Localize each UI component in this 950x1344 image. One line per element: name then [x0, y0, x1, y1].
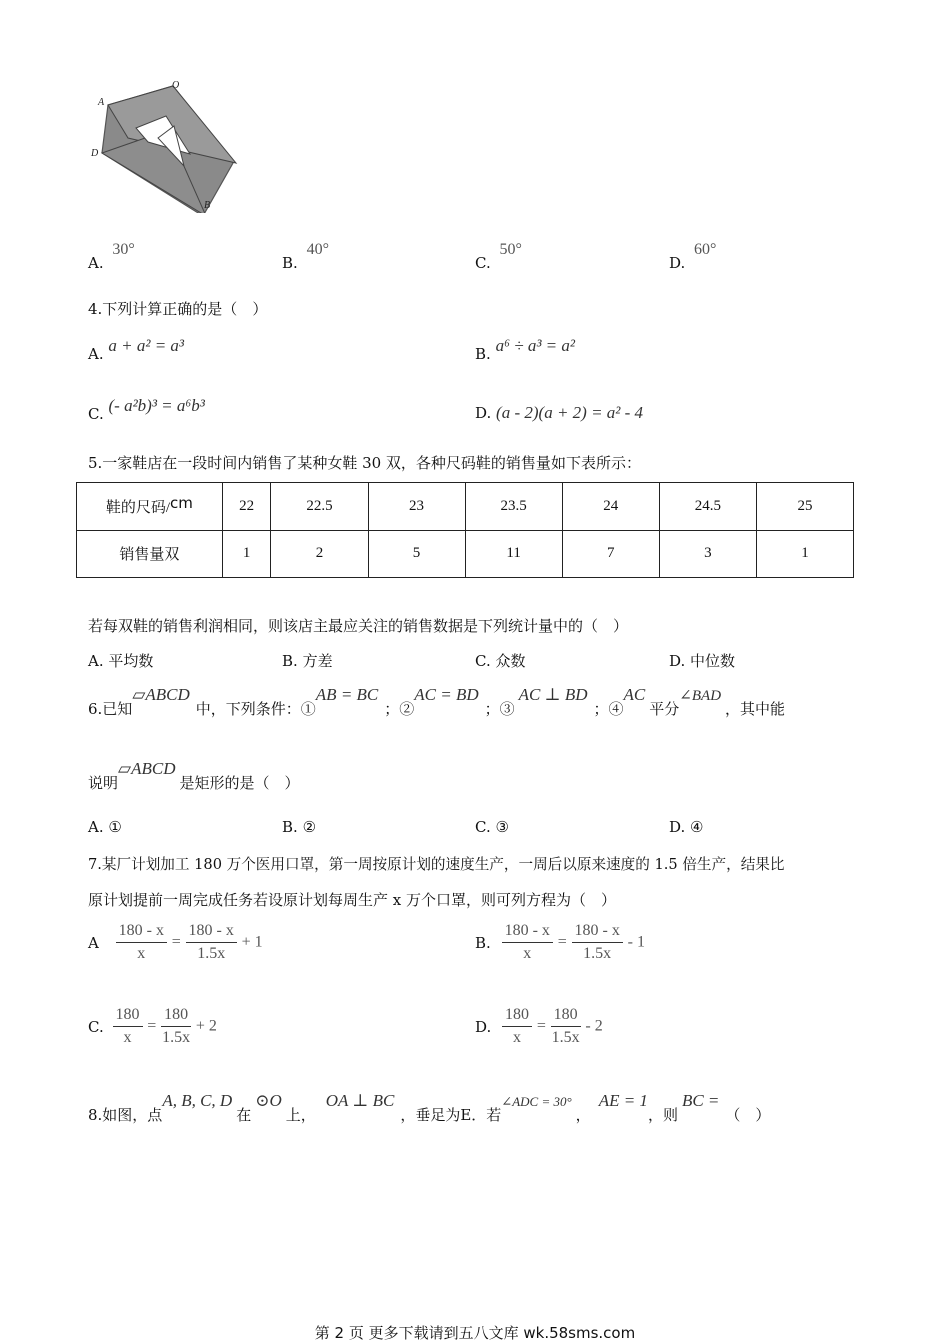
text: 说明	[88, 774, 119, 792]
text: ；③	[484, 700, 515, 718]
option-value: 40°	[306, 241, 329, 258]
option-letter: A.	[88, 652, 104, 670]
text: 平分	[649, 700, 680, 718]
fraction	[502, 922, 553, 963]
numerator: 180 - x	[186, 922, 237, 943]
table-cell: 2	[271, 530, 368, 578]
q4-option-a[interactable]	[88, 336, 185, 363]
math-condition-4: AC	[623, 685, 646, 704]
math-angle: ∠ADC = 30°	[501, 1094, 572, 1109]
table-cell: 24	[562, 483, 659, 531]
q3-option-c[interactable]	[475, 240, 522, 272]
text: ，	[575, 1106, 591, 1124]
q5-option-b[interactable]	[282, 650, 333, 671]
option-letter: B.	[475, 933, 491, 952]
q5-option-c[interactable]	[475, 650, 526, 671]
option-text: ①	[108, 818, 122, 836]
fraction	[186, 922, 237, 963]
q7-option-d[interactable]	[475, 1006, 603, 1047]
q4-option-b[interactable]	[475, 336, 575, 363]
q3-option-b[interactable]	[282, 240, 329, 272]
text: ；②	[384, 700, 415, 718]
figure-label-a: A	[98, 97, 105, 108]
option-letter: A.	[88, 254, 104, 272]
table-cell: 23	[368, 483, 465, 531]
option-letter: B.	[282, 818, 298, 836]
q7-line1: 7.某厂计划加工 180 万个医用口罩，第一周按原计划的速度生产，一周后以原来速度的 1.5 倍生产，结果比	[88, 856, 785, 873]
math-condition-3: AC ⊥ BD	[518, 685, 588, 704]
equals-sign: =	[536, 1017, 546, 1035]
denominator: x	[123, 1029, 132, 1046]
option-letter: D.	[475, 1017, 492, 1036]
option-text: 中位数	[690, 652, 736, 670]
q7-option-b[interactable]	[475, 922, 645, 963]
q5-question: 若每双鞋的销售利润相同，则该店主最应关注的销售数据是下列统计量中的（ ）	[88, 617, 629, 635]
q7-option-c[interactable]	[88, 1006, 217, 1047]
option-letter: D.	[475, 404, 492, 422]
math-condition-2: AC = BD	[414, 685, 479, 704]
text: 6.已知	[88, 700, 133, 718]
text: 中，下列条件：①	[195, 700, 316, 718]
table-row	[77, 483, 854, 531]
q5-stem: 5.一家鞋店在一段时间内销售了某种女鞋 30 双，各种尺码鞋的销售量如下表所示：	[88, 454, 641, 472]
q6-line1	[88, 684, 786, 718]
table-row	[77, 530, 854, 578]
fraction	[116, 922, 167, 963]
fraction	[161, 1006, 191, 1047]
figure-label-o: O	[172, 80, 180, 91]
table-cell: 5	[368, 530, 465, 578]
math-circle: ⊙O	[255, 1091, 282, 1110]
option-expr: a + a² = a³	[108, 336, 185, 355]
option-value: 60°	[694, 241, 717, 258]
table-cell: 1	[756, 530, 853, 578]
shoe-sales-table	[76, 482, 854, 578]
option-text: ④	[690, 818, 704, 836]
option-letter: C.	[475, 254, 491, 272]
option-letter: B.	[282, 254, 298, 272]
tail-term: - 2	[585, 1017, 603, 1035]
math-condition-1: AB = BC	[315, 685, 379, 704]
denominator: x	[137, 945, 146, 962]
option-text: 众数	[495, 652, 526, 670]
math-perpendicular: OA ⊥ BC	[325, 1091, 395, 1110]
text: 8.如图，点	[88, 1106, 163, 1124]
option-letter: D.	[669, 652, 686, 670]
equals-sign: =	[147, 1017, 157, 1035]
numerator: 180 - x	[116, 922, 167, 943]
q6-line2	[88, 758, 300, 792]
q4-stem: 4.下列计算正确的是（ ）	[88, 300, 268, 318]
option-expr: a⁶ ÷ a³ = a²	[495, 336, 575, 355]
table-cell: 22	[222, 483, 271, 531]
table-header-sales: 销售量双	[77, 530, 223, 578]
fraction	[502, 1006, 532, 1047]
option-letter: C.	[88, 405, 104, 423]
q3-option-a[interactable]	[88, 240, 135, 272]
option-text: ②	[302, 818, 317, 836]
math-parallelogram: ▱ABCD	[118, 759, 176, 778]
math-points: A, B, C, D	[162, 1091, 233, 1110]
text: 在	[236, 1106, 252, 1124]
option-letter: B.	[475, 345, 491, 363]
option-expr: (- a²b)³ = a⁶b³	[108, 396, 205, 415]
equals-sign: =	[557, 933, 567, 951]
option-text: ③	[495, 818, 509, 836]
table-cell: 22.5	[271, 483, 368, 531]
denominator: x	[513, 1029, 522, 1046]
option-letter: C.	[475, 652, 491, 670]
tail-term: + 1	[241, 933, 263, 951]
tail-term: + 2	[195, 1017, 217, 1035]
option-value: 50°	[499, 241, 522, 258]
math-angle: ∠BAD	[679, 688, 722, 704]
denominator: 1.5x	[162, 1029, 191, 1046]
option-letter: C.	[88, 1017, 104, 1036]
table-cell: 23.5	[465, 483, 562, 531]
denominator: x	[523, 945, 532, 962]
math-bc: BC =	[681, 1091, 720, 1110]
numerator: 180 - x	[572, 922, 623, 943]
text: 上，	[285, 1106, 316, 1124]
table-cell: 3	[659, 530, 756, 578]
q8-line	[88, 1090, 771, 1124]
denominator: 1.5x	[583, 945, 612, 962]
q6-option-d[interactable]	[669, 818, 704, 836]
numerator: 180 - x	[502, 922, 553, 943]
numerator: 180	[113, 1006, 143, 1027]
q6-option-c[interactable]	[475, 818, 509, 836]
fraction	[113, 1006, 143, 1047]
option-text: 方差	[302, 652, 333, 670]
text: ，其中能	[725, 700, 786, 718]
denominator: 1.5x	[551, 1029, 580, 1046]
q5-option-a[interactable]	[88, 650, 153, 671]
figure-label-d: D	[91, 148, 99, 159]
option-text: 平均数	[108, 652, 154, 670]
q3-option-d[interactable]	[669, 240, 717, 272]
page-footer: 第 2 页 更多下载请到五八文库 wk.58sms.com	[314, 1324, 636, 1342]
option-letter: D.	[669, 254, 686, 272]
option-letter: A	[88, 933, 99, 952]
option-letter: B.	[282, 652, 298, 670]
q5-option-d[interactable]	[669, 650, 735, 671]
figure-label-b: B	[204, 200, 211, 211]
text: ；④	[593, 700, 624, 718]
q6-option-a[interactable]	[88, 818, 122, 836]
math-parallelogram: ▱ABCD	[132, 685, 190, 704]
q4-option-d[interactable]	[475, 403, 643, 423]
fraction	[551, 1006, 581, 1047]
fraction	[572, 922, 623, 963]
table-cell: 1	[222, 530, 271, 578]
table-cell: 25	[756, 483, 853, 531]
math-ae: AE = 1	[598, 1091, 648, 1110]
header-text: 鞋的尺码/	[105, 499, 171, 516]
text: ，则	[647, 1106, 678, 1124]
header-unit: cm	[170, 493, 193, 512]
equals-sign: =	[171, 933, 181, 951]
option-letter: D.	[669, 818, 686, 836]
option-expr: (a - 2)(a + 2) = a² - 4	[496, 403, 644, 422]
numerator: 180	[161, 1006, 191, 1027]
text: （ ）	[725, 1106, 771, 1124]
q7-line2: 原计划提前一周完成任务若设原计划每周生产 x 万个口罩，则可列方程为（ ）	[88, 891, 616, 909]
table-cell: 7	[562, 530, 659, 578]
q7-option-a[interactable]	[88, 922, 263, 963]
text: ，垂足为E．若	[400, 1106, 502, 1124]
option-letter: C.	[475, 818, 491, 836]
text: 是矩形的是（ ）	[179, 774, 300, 792]
table-header-size	[77, 483, 223, 531]
denominator: 1.5x	[197, 945, 226, 962]
option-letter: A.	[88, 345, 104, 363]
table-cell: 24.5	[659, 483, 756, 531]
table-cell: 11	[465, 530, 562, 578]
q6-option-b[interactable]	[282, 818, 316, 836]
numerator: 180	[551, 1006, 581, 1027]
option-letter: A.	[88, 818, 104, 836]
tail-term: - 1	[627, 933, 645, 951]
triangle-rulers-figure	[88, 78, 248, 213]
q4-option-c[interactable]	[88, 396, 205, 423]
numerator: 180	[502, 1006, 532, 1027]
option-value: 30°	[112, 241, 135, 258]
